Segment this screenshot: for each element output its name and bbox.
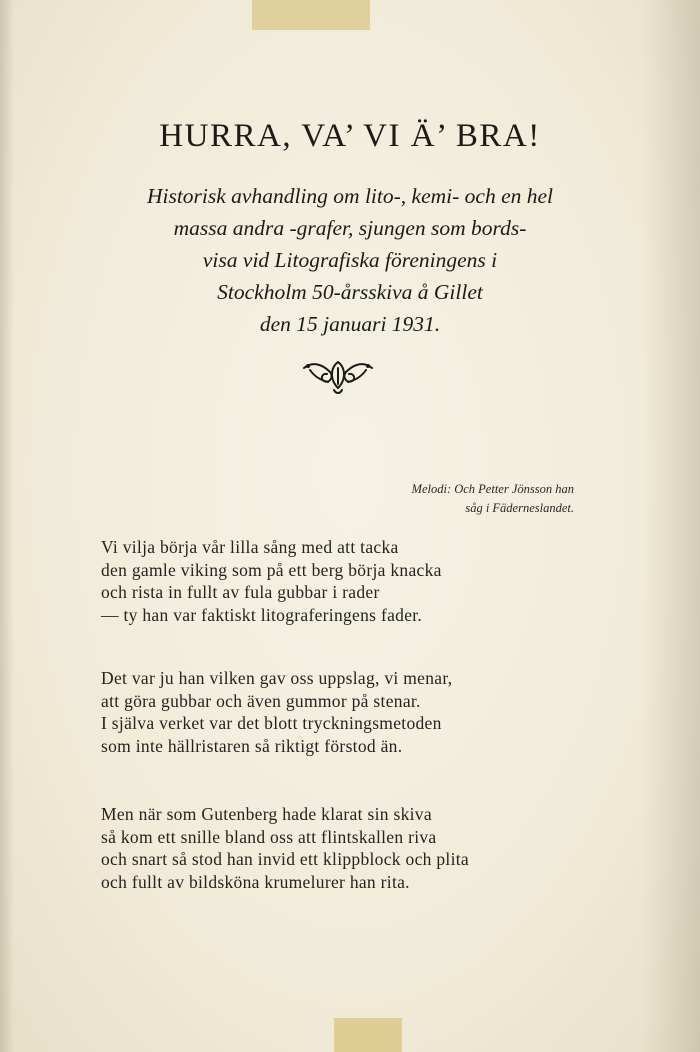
verse-line: Men när som Gutenberg hade klarat sin skiva bbox=[101, 804, 432, 824]
melody-line: såg i Fäderneslandet. bbox=[465, 501, 574, 515]
tape-strip-top bbox=[252, 0, 370, 30]
verse-line: Det var ju han vilken gav oss uppslag, vi menar, bbox=[101, 668, 453, 688]
subtitle-line: visa vid Litografiska föreningens i bbox=[202, 248, 498, 272]
melody-line: Melodi: Och Petter Jönsson han bbox=[411, 482, 574, 496]
verse-line: och rista in fullt av fula gubbar i rader bbox=[101, 582, 380, 602]
paper-left-edge bbox=[0, 0, 14, 1052]
paper-right-edge bbox=[642, 0, 700, 1052]
stanza-2 bbox=[101, 667, 601, 757]
melody-note bbox=[330, 480, 574, 518]
subtitle-line: massa andra -grafer, sjungen som bords- bbox=[173, 216, 527, 240]
verse-line: att göra gubbar och även gummor på stenar. bbox=[101, 690, 421, 711]
verse-line: och fullt av bildsköna krumelurer han rita. bbox=[101, 871, 410, 892]
verse-line: den gamle viking som på ett berg börja knacka bbox=[101, 559, 442, 580]
verse-line: — ty han var faktiskt litograferingens fader. bbox=[101, 604, 423, 625]
subtitle-line: den 15 januari 1931. bbox=[259, 312, 441, 336]
stanza-1 bbox=[101, 536, 601, 626]
subtitle-line: Historisk avhandling om lito-, kemi- och en hel bbox=[146, 184, 554, 208]
verse-line: Vi vilja börja vår lilla sång med att tacka bbox=[101, 537, 399, 557]
song-title: HURRA, VA’ VI Ä’ BRA! bbox=[159, 118, 541, 154]
song-subtitle bbox=[80, 180, 620, 340]
tape-strip-bottom bbox=[334, 1018, 402, 1052]
verse-line: så kom ett snille bland oss att flintskallen riva bbox=[101, 826, 437, 847]
subtitle-line: Stockholm 50-årsskiva å Gillet bbox=[217, 280, 483, 304]
stanza-3 bbox=[101, 803, 601, 893]
verse-line: som inte hällristaren så riktigt förstod än. bbox=[101, 735, 403, 756]
verse-line: och snart så stod han invid ett klippblock och plita bbox=[101, 849, 469, 869]
verse-line: I själva verket var det blott tryckningsmetoden bbox=[101, 713, 442, 733]
fleuron-ornament-icon bbox=[300, 354, 376, 396]
